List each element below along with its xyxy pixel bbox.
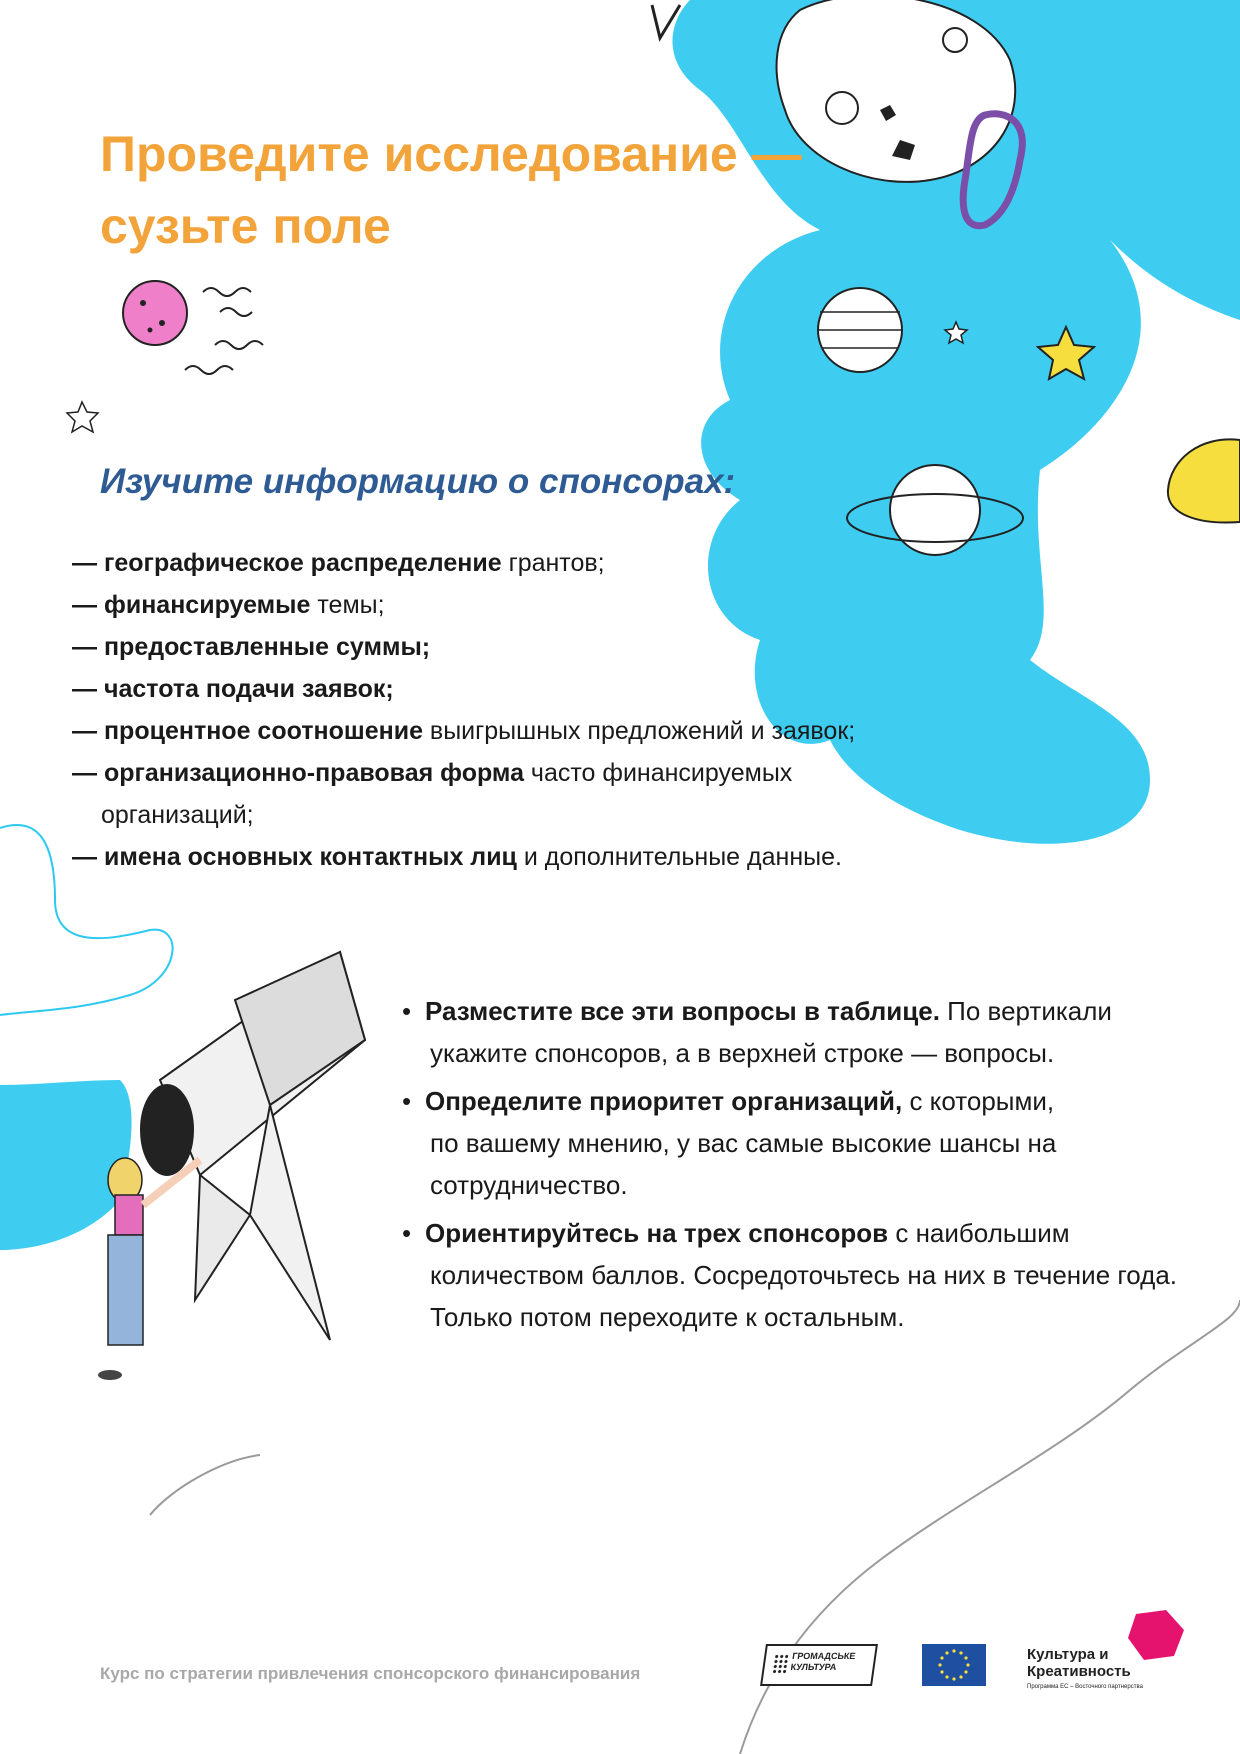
list-item-bold: финансируемые [103, 591, 311, 619]
list-item-text: темы; [310, 591, 385, 619]
list-item [72, 626, 972, 668]
logo-line: ГРОМАДСЬКЕ [791, 1651, 857, 1661]
page-title-line-2: сузьте поле [100, 198, 391, 254]
advice-list [402, 990, 1202, 1344]
dash-marker: — [72, 717, 97, 745]
page-title [100, 118, 860, 262]
dash-marker: — [72, 549, 97, 577]
dash-marker: — [72, 843, 97, 871]
small-star-icon-left [67, 402, 98, 432]
list-item-text: с которыми, [902, 1086, 1055, 1116]
list-item-bold: процентное соотношение [103, 717, 423, 745]
gromadske-kultura-logo [760, 1644, 878, 1686]
list-item [72, 584, 972, 626]
dash-marker: — [72, 591, 97, 619]
telescope-illustration [141, 952, 365, 1340]
bullet-marker: • [402, 1218, 412, 1248]
logo-line: КУЛЬТУРА [790, 1662, 838, 1672]
list-item [72, 752, 972, 836]
list-item-bold: Определите приоритет организаций, [425, 1086, 903, 1116]
eu-flag-icon [922, 1644, 986, 1686]
outline-bottom2 [150, 1455, 260, 1515]
dash-marker: — [72, 675, 97, 703]
list-item [402, 1212, 1202, 1338]
list-item [72, 710, 972, 752]
bullet-marker: • [402, 1086, 412, 1116]
list-item-text: По вертикали [939, 996, 1112, 1026]
list-item-bold: Ориентируйтесь на трех спонсоров [425, 1218, 889, 1248]
dash-marker: — [72, 759, 97, 787]
list-item-continuation: организаций; [101, 801, 254, 829]
bullet-marker: • [402, 996, 412, 1026]
logo-line: Креативность [1027, 1663, 1131, 1680]
list-item-text: выигрышных предложений и заявок; [422, 717, 856, 745]
list-item [402, 1080, 1202, 1206]
list-item-text: часто финансируемых [523, 759, 793, 787]
list-item-continuation: укажите спонсоров, а в верхней строке — вопросы. [430, 1038, 1055, 1068]
list-item-bold: частота подачи заявок; [103, 675, 394, 703]
list-item-continuation: по вашему мнению, у вас самые высокие шансы на сотрудничество. [430, 1128, 1057, 1200]
page-title-line-1: Проведите исследование — [100, 126, 802, 182]
list-item [402, 990, 1202, 1074]
section-subheading: Изучите информацию о спонсорах: [100, 462, 736, 501]
girl-illustration [98, 1158, 200, 1380]
list-item [72, 668, 972, 710]
dash-marker: — [72, 633, 97, 661]
footer-course-title: Курс по стратегии привлечения спонсорского финансирования [100, 1664, 641, 1683]
sponsor-info-list [72, 542, 972, 878]
list-item-bold: географическое распределение [103, 549, 502, 577]
list-item [72, 836, 972, 878]
list-item-continuation: количеством баллов. Сосредоточьтесь на них в течение года. Только потом переходите к остальным. [430, 1260, 1178, 1332]
dots-icon [772, 1654, 789, 1674]
logo-subtitle: Программа ЕС – Восточного партнерства [1027, 1684, 1143, 1690]
logo-line: Культура и [1027, 1646, 1109, 1663]
list-item-bold: организационно-правовая форма [103, 759, 524, 787]
list-item-text: грантов; [501, 549, 605, 577]
squiggle-lines [185, 288, 263, 374]
list-item [72, 542, 972, 584]
list-item-bold: предоставленные суммы; [103, 633, 431, 661]
kultura-kreativnost-logo [1027, 1646, 1143, 1690]
yellow-planet-icon [1168, 439, 1240, 522]
list-item-text: с наибольшим [888, 1218, 1070, 1248]
jupiter-icon [818, 288, 902, 372]
pink-planet-icon [123, 281, 187, 345]
list-item-bold: имена основных контактных лиц [103, 843, 517, 871]
list-item-bold: Разместите все эти вопросы в таблице. [425, 996, 940, 1026]
list-item-text: и дополнительные данные. [516, 843, 842, 871]
